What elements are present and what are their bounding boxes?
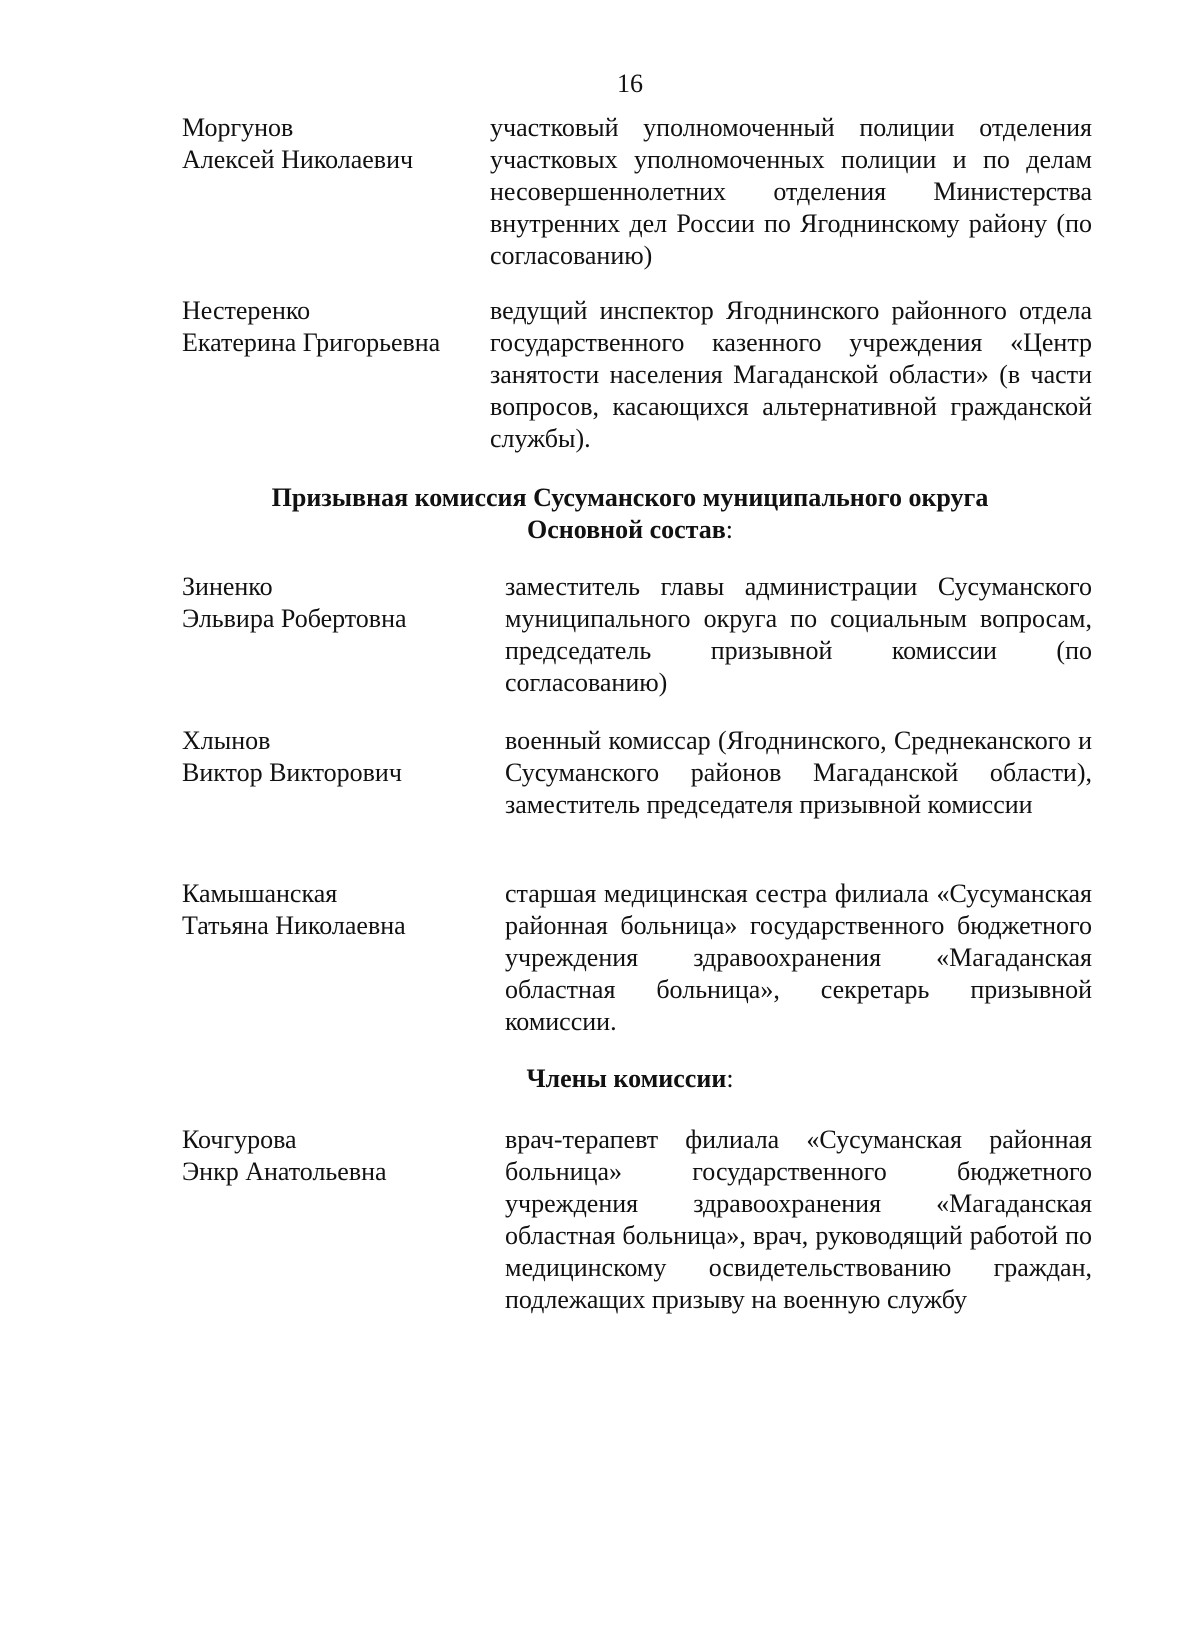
members-label: Члены комиссии	[526, 1064, 727, 1093]
member-position: врач-терапевт филиала «Сусуманская районная больница» государственного бюджетного учреждения здравоохранения «Магаданская областная больница», врач, руководящий работой по медицинскому освидетельствованию граждан, подлежащих призыву на военную службу	[505, 1125, 1092, 1314]
page-number: 16	[617, 69, 643, 98]
section-title: Призывная комиссия Сусуманского муниципального округа	[271, 483, 989, 512]
member-position: старшая медицинская сестра филиала «Сусуманская районная больница» государственного бюджетного учреждения здравоохранения «Магаданская областная больница», секретарь призывной комиссии.	[505, 879, 1092, 1036]
member-given-name: Виктор Викторович	[182, 758, 402, 787]
member-surname: Хлынов	[182, 726, 271, 755]
member-given-name: Эльвира Робертовна	[182, 604, 407, 633]
member-surname: Кочгурова	[182, 1125, 297, 1154]
member-given-name: Алексей Николаевич	[182, 145, 414, 174]
member-surname: Зиненко	[182, 572, 273, 601]
member-surname: Нестеренко	[182, 296, 311, 325]
member-given-name: Екатерина Григорьевна	[182, 328, 441, 357]
member-position: военный комиссар (Ягоднинского, Среднеканского и Сусуманского районов Магаданской области), заместитель председателя призывной комиссии	[505, 726, 1092, 819]
member-name	[182, 571, 407, 635]
member-surname: Камышанская	[182, 879, 338, 908]
member-position: ведущий инспектор Ягоднинского районного отдела государственного казенного учреждения «Центр занятости населения Магаданской области» (в части вопросов, касающихся альтернативной гражданской службы).	[490, 296, 1092, 453]
member-given-name: Татьяна Николаевна	[182, 911, 406, 940]
member-name	[182, 1124, 387, 1188]
members-heading: Члены комиссии:	[526, 1064, 734, 1093]
member-position: участковый уполномоченный полиции отделения участковых уполномоченных полиции и по делам несовершеннолетних отделения Министерства внутренних дел России по Ягоднинскому району (по согласованию)	[490, 113, 1092, 270]
member-name	[182, 112, 413, 176]
member-name	[182, 295, 440, 359]
main-composition-heading: Основной состав:	[526, 515, 734, 544]
member-surname: Моргунов	[182, 113, 294, 142]
member-given-name: Энкр Анатольевна	[182, 1157, 387, 1186]
member-position: заместитель главы администрации Сусуманского муниципального округа по социальным вопросам, председатель призывной комиссии (по согласованию)	[505, 572, 1092, 697]
member-name	[182, 725, 402, 789]
main-composition-label: Основной состав	[526, 515, 726, 544]
member-name	[182, 878, 406, 942]
